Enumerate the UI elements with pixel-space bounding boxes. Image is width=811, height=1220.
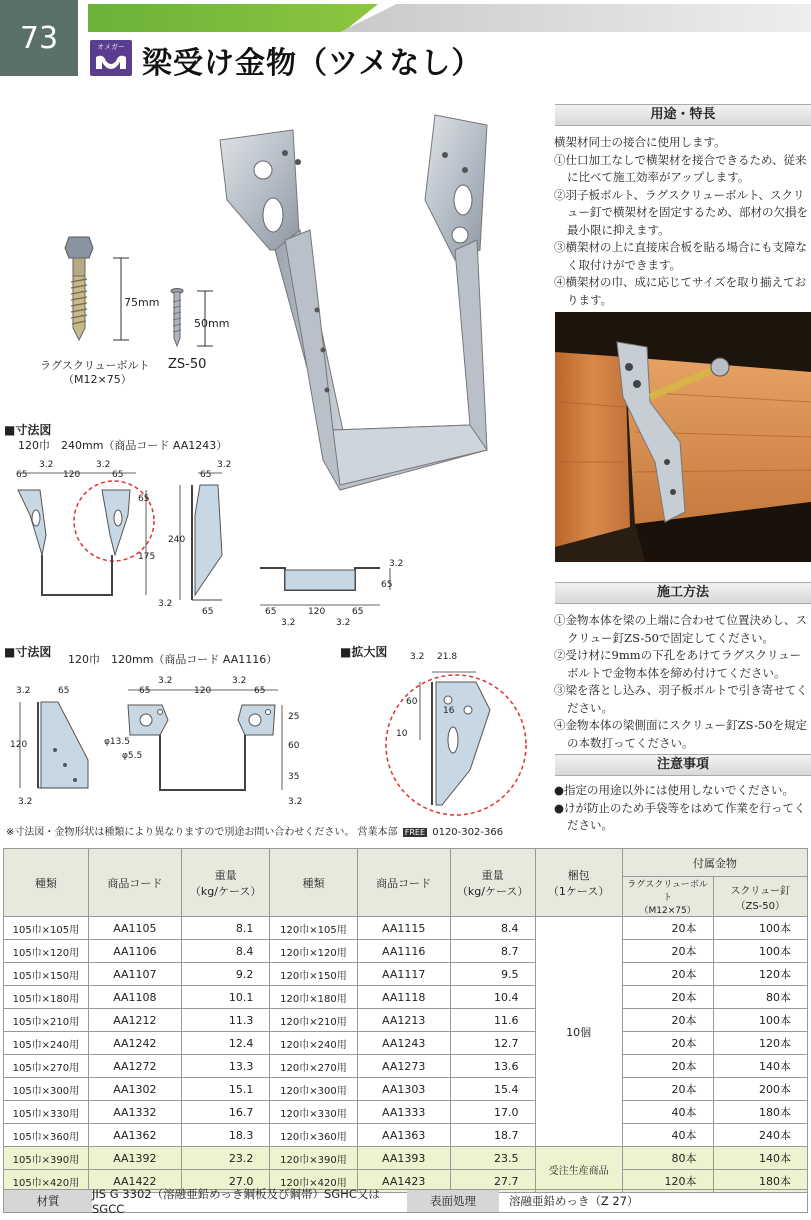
drawing2-heading: ■寸法図	[4, 645, 52, 659]
th-nail-label: スクリュー釘	[730, 885, 791, 897]
table-cell-kind2: 120巾×300用	[270, 1078, 357, 1101]
method-item: ③梁を落とし込み、羽子板ボルトで引き寄せてください。	[554, 683, 808, 715]
table-cell-kind: 105巾×240用	[4, 1032, 89, 1055]
drawing1-heading: ■寸法図	[4, 423, 52, 437]
th-weight	[181, 849, 269, 917]
table-cell-kind: 105巾×330用	[4, 1101, 89, 1124]
table-cell-kind: 105巾×300用	[4, 1078, 89, 1101]
table-cell-weight: 16.7	[181, 1101, 269, 1124]
th-nail	[713, 877, 807, 917]
table-cell-pack-order: 受注生産商品	[535, 1147, 622, 1193]
table-cell-nail: 200本	[713, 1078, 807, 1101]
table-cell-kind: 105巾×420用	[4, 1170, 89, 1193]
table-cell-bolt: 20本	[622, 1078, 713, 1101]
note-text: ※寸法図・金物形状は種類により異なりますので別途お問い合わせください。 営業本部	[6, 827, 398, 838]
d1-dim-65a: 65	[16, 470, 28, 480]
table-cell-nail: 120本	[713, 963, 807, 986]
table-cell-pack-standard: 10個	[535, 917, 622, 1147]
d1-dim-32b: 3.2	[96, 460, 111, 470]
table-cell-bolt: 20本	[622, 986, 713, 1009]
table-row	[4, 1009, 808, 1032]
nail-label: ZS-50	[168, 357, 207, 372]
table-cell-weight: 23.2	[181, 1147, 269, 1170]
table-cell-code: AA1107	[88, 963, 181, 986]
table-cell-weight: 8.4	[181, 940, 269, 963]
feature-item: ④横架材の巾、成に応じてサイズを取り揃えております。	[554, 275, 807, 307]
table-cell-code2: AA1333	[357, 1101, 450, 1124]
table-row	[4, 917, 808, 940]
th-pack-unit: （1ケース）	[547, 884, 610, 898]
table-cell-bolt: 20本	[622, 1009, 713, 1032]
table-cell-kind2: 120巾×360用	[270, 1124, 357, 1147]
table-cell-nail: 100本	[713, 940, 807, 963]
method-item: ②受け材に9mmの下孔をあけてラグスクリューボルトで金物本体を締め付けてください。	[554, 648, 802, 680]
method-heading: 施工方法	[555, 582, 811, 604]
d2-side-32b: 3.2	[18, 797, 33, 807]
feature-item: 横架材同士の接合に使用します。	[554, 135, 726, 149]
d1-dim-32side: 3.2	[217, 460, 232, 470]
d2-front-32a: 3.2	[158, 676, 173, 686]
table-cell-kind: 105巾×390用	[4, 1147, 89, 1170]
th-kind: 種類	[4, 849, 89, 917]
table-cell-kind2: 120巾×390用	[270, 1147, 357, 1170]
d1-dim-65c: 65	[138, 494, 150, 504]
table-cell-kind2: 120巾×330用	[270, 1101, 357, 1124]
table-cell-kind2: 120巾×240用	[270, 1032, 357, 1055]
d2-side-32: 3.2	[16, 686, 31, 696]
table-cell-code2: AA1273	[357, 1055, 450, 1078]
d1-plan-32b: 3.2	[336, 618, 351, 628]
table-cell-weight2: 23.5	[450, 1147, 535, 1170]
table-cell-weight: 8.1	[181, 917, 269, 940]
zoom-dim-10: 10	[396, 729, 408, 739]
table-cell-bolt: 20本	[622, 917, 713, 940]
bolt-label: ラグスクリューボルト	[40, 359, 150, 372]
table-cell-weight: 12.4	[181, 1032, 269, 1055]
table-cell-weight2: 17.0	[450, 1101, 535, 1124]
d2-front-32b: 3.2	[232, 676, 247, 686]
d2-right-25: 25	[288, 712, 300, 722]
d2-right-35: 35	[288, 772, 300, 782]
free-dial-icon: FREE	[404, 828, 426, 837]
table-cell-code2: AA1117	[357, 963, 450, 986]
d1-plan-120: 120	[308, 607, 326, 617]
table-cell-weight2: 11.6	[450, 1009, 535, 1032]
zoom-dim-32: 3.2	[410, 652, 425, 662]
table-row	[4, 963, 808, 986]
lag-screw-bolt-image	[55, 232, 215, 357]
th-bolt	[622, 877, 713, 917]
th-weight2-label: 重量	[481, 868, 504, 882]
feature-item: ②羽子板ボルト、ラグスクリューボルト、スクリュー釘で横架材を固定するため、部材の欠損を最小限に抑えます。	[554, 187, 809, 237]
table-cell-nail: 80本	[713, 986, 807, 1009]
drawing1-sub: 120巾 240mm（商品コード AA1243）	[18, 439, 228, 452]
table-cell-nail: 120本	[713, 1032, 807, 1055]
table-cell-code2: AA1115	[357, 917, 450, 940]
table-cell-code2: AA1393	[357, 1147, 450, 1170]
zoom-dim-218: 21.8	[437, 652, 458, 662]
free-dial-number: 0120-302-366	[432, 827, 504, 838]
table-cell-weight2: 9.5	[450, 963, 535, 986]
table-row	[4, 1147, 808, 1170]
table-cell-weight: 15.1	[181, 1078, 269, 1101]
installation-photo	[555, 312, 811, 562]
th-weight-label: 重量	[214, 868, 237, 882]
features-heading: 用途・特長	[555, 104, 811, 126]
header-gray-bar	[340, 4, 811, 32]
d2-side-65: 65	[58, 686, 70, 696]
drawing2-sub: 120巾 120mm（商品コード AA1116）	[68, 653, 278, 666]
table-cell-nail: 140本	[713, 1147, 807, 1170]
table-cell-weight2: 10.4	[450, 986, 535, 1009]
d1-dim-32bot: 3.2	[158, 599, 173, 609]
table-cell-weight2: 27.7	[450, 1170, 535, 1193]
table-cell-kind2: 120巾×150用	[270, 963, 357, 986]
d2-front-120: 120	[194, 686, 212, 696]
d1-plan-65: 65	[381, 580, 393, 590]
bolt-size: （M12×75）	[63, 373, 132, 386]
drawing2-views	[10, 680, 310, 810]
d2-hole-55: φ5.5	[122, 751, 143, 761]
table-cell-code2: AA1118	[357, 986, 450, 1009]
th-bolt-size: （M12×75）	[639, 906, 696, 916]
header-green-bar	[88, 4, 378, 32]
drawing-note	[6, 823, 503, 838]
table-cell-kind: 105巾×270用	[4, 1055, 89, 1078]
d1-dim-65bot: 65	[202, 607, 214, 617]
table-cell-code2: AA1243	[357, 1032, 450, 1055]
th-kind2: 種類	[270, 849, 357, 917]
table-row	[4, 1078, 808, 1101]
table-cell-nail: 100本	[713, 1009, 807, 1032]
product-bracket-image	[215, 110, 515, 495]
th-nail-size: （ZS-50）	[735, 900, 786, 912]
d2-right-32: 3.2	[288, 797, 303, 807]
material-value: JIS G 3302（溶融亜鉛めっき鋼板及び鋼帯）SGHC又はSGCC	[92, 1187, 380, 1216]
method-list	[554, 612, 810, 752]
table-cell-weight: 9.2	[181, 963, 269, 986]
table-cell-weight: 11.3	[181, 1009, 269, 1032]
table-cell-code: AA1242	[88, 1032, 181, 1055]
table-cell-kind: 105巾×360用	[4, 1124, 89, 1147]
table-cell-bolt: 20本	[622, 963, 713, 986]
table-row	[4, 986, 808, 1009]
table-cell-weight2: 18.7	[450, 1124, 535, 1147]
table-cell-weight: 13.3	[181, 1055, 269, 1078]
table-cell-kind2: 120巾×120用	[270, 940, 357, 963]
zoom-dim-60: 60	[406, 697, 418, 707]
table-cell-kind2: 120巾×180用	[270, 986, 357, 1009]
th-weight2	[450, 849, 535, 917]
table-cell-kind: 105巾×210用	[4, 1009, 89, 1032]
table-cell-code: AA1272	[88, 1055, 181, 1078]
zoom-view	[380, 660, 540, 820]
caution-item: ●けが防止のため手袋等をはめて作業を行ってください。	[554, 800, 806, 832]
th-weight2-unit: （kg/ケース）	[456, 884, 529, 898]
table-cell-weight: 27.0	[181, 1170, 269, 1193]
table-cell-code: AA1106	[88, 940, 181, 963]
finish-value: 溶融亜鉛めっき（Z 27）	[509, 1194, 639, 1208]
zoom-dim-16: 16	[443, 706, 455, 716]
omega-logo-icon	[94, 53, 128, 71]
th-code2: 商品コード	[357, 849, 450, 917]
table-cell-kind2: 120巾×270用	[270, 1055, 357, 1078]
table-cell-bolt: 120本	[622, 1170, 713, 1193]
table-cell-bolt: 20本	[622, 1032, 713, 1055]
table-cell-code: AA1422	[88, 1170, 181, 1193]
table-cell-bolt: 20本	[622, 940, 713, 963]
d2-side-120: 120	[10, 740, 28, 750]
finish-label: 表面処理	[407, 1190, 499, 1212]
table-cell-code: AA1212	[88, 1009, 181, 1032]
th-accessories: 付属金物	[622, 849, 807, 877]
th-code: 商品コード	[88, 849, 181, 917]
table-cell-bolt: 40本	[622, 1124, 713, 1147]
table-row	[4, 1101, 808, 1124]
d1-plan-32: 3.2	[389, 559, 404, 569]
table-cell-kind2: 120巾×420用	[270, 1170, 357, 1193]
table-row	[4, 1055, 808, 1078]
d1-plan-65a: 65	[265, 607, 277, 617]
brand-logo	[90, 40, 132, 76]
method-item: ④金物本体の梁側面にスクリュー釘ZS-50を規定の本数打ってください。	[554, 718, 807, 750]
table-row	[4, 1032, 808, 1055]
d1-dim-65side: 65	[200, 470, 212, 480]
table-cell-code2: AA1363	[357, 1124, 450, 1147]
d1-dim-65b: 65	[112, 470, 124, 480]
d2-hole-135: φ13.5	[104, 737, 130, 747]
th-weight-unit: （kg/ケース）	[189, 884, 262, 898]
caution-item: ●指定の用途以外には使用しないでください。	[554, 783, 795, 797]
d1-dim-120: 120	[63, 470, 81, 480]
table-cell-nail: 100本	[713, 917, 807, 940]
table-cell-code: AA1302	[88, 1078, 181, 1101]
table-cell-code2: AA1303	[357, 1078, 450, 1101]
bolt-length: 75mm	[124, 296, 160, 309]
table-cell-nail: 140本	[713, 1055, 807, 1078]
d1-plan-32a: 3.2	[281, 618, 296, 628]
table-cell-code2: AA1116	[357, 940, 450, 963]
spec-table	[3, 848, 808, 1193]
table-cell-weight2: 15.4	[450, 1078, 535, 1101]
page-number: 73	[0, 0, 78, 76]
features-list	[554, 134, 810, 309]
caution-list	[554, 782, 810, 835]
table-cell-code: AA1362	[88, 1124, 181, 1147]
th-bolt-label: ラグスクリューボルト	[627, 880, 708, 903]
table-cell-nail: 180本	[713, 1101, 807, 1124]
brand-name: オメガー	[97, 43, 125, 51]
table-cell-bolt: 80本	[622, 1147, 713, 1170]
d2-front-65b: 65	[254, 686, 266, 696]
material-label: 材質	[4, 1190, 92, 1212]
th-pack-label: 梱包	[567, 868, 590, 882]
table-cell-nail: 240本	[713, 1124, 807, 1147]
table-cell-weight2: 8.7	[450, 940, 535, 963]
table-cell-code: AA1392	[88, 1147, 181, 1170]
table-cell-weight2: 8.4	[450, 917, 535, 940]
table-cell-weight: 18.3	[181, 1124, 269, 1147]
table-row	[4, 1124, 808, 1147]
method-item: ①金物本体を梁の上端に合わせて位置決めし、スクリュー釘ZS-50で固定してください。	[554, 613, 807, 645]
spec-table-body	[4, 917, 808, 1193]
drawing1-front-view	[10, 455, 270, 625]
table-cell-weight: 10.1	[181, 986, 269, 1009]
table-cell-weight2: 12.7	[450, 1032, 535, 1055]
d2-front-65a: 65	[139, 686, 151, 696]
d1-dim-240: 240	[168, 535, 186, 545]
zoom-heading: ■拡大図	[340, 645, 388, 659]
table-cell-kind: 105巾×105用	[4, 917, 89, 940]
table-cell-kind: 105巾×180用	[4, 986, 89, 1009]
table-cell-code: AA1105	[88, 917, 181, 940]
nail-length: 50mm	[194, 317, 230, 330]
table-cell-code2: AA1423	[357, 1170, 450, 1193]
d1-dim-32a: 3.2	[39, 460, 54, 470]
material-row	[3, 1187, 808, 1216]
d1-plan-65b: 65	[352, 607, 364, 617]
d2-right-60: 60	[288, 741, 300, 751]
page-title: 梁受け金物（ツメなし）	[142, 46, 483, 81]
th-pack	[535, 849, 622, 917]
table-cell-kind: 105巾×150用	[4, 963, 89, 986]
table-cell-code: AA1108	[88, 986, 181, 1009]
table-cell-kind2: 120巾×210用	[270, 1009, 357, 1032]
caution-heading: 注意事項	[555, 754, 811, 776]
feature-item: ①仕口加工なしで横架材を接合できるため、従来に比べて施工効率がアップします。	[554, 152, 807, 184]
table-row	[4, 940, 808, 963]
table-cell-code: AA1332	[88, 1101, 181, 1124]
d1-dim-175: 175	[138, 552, 156, 562]
table-cell-nail: 180本	[713, 1170, 807, 1193]
table-cell-bolt: 20本	[622, 1055, 713, 1078]
table-cell-bolt: 40本	[622, 1101, 713, 1124]
table-cell-kind: 105巾×120用	[4, 940, 89, 963]
table-cell-code2: AA1213	[357, 1009, 450, 1032]
table-cell-kind2: 120巾×105用	[270, 917, 357, 940]
table-cell-weight2: 13.6	[450, 1055, 535, 1078]
feature-item: ③横架材の上に直接床合板を貼る場合にも支障なく取付けができます。	[554, 240, 807, 272]
